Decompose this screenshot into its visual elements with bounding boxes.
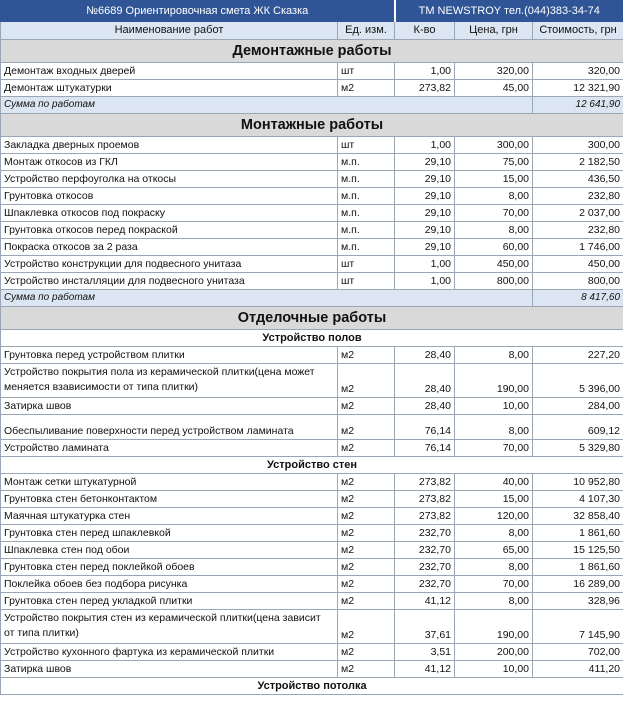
column-header-row	[1, 22, 623, 40]
work-cost: 328,96	[533, 593, 623, 610]
work-qty: 76,14	[395, 415, 455, 440]
work-qty: 232,70	[395, 576, 455, 593]
work-price: 65,00	[455, 542, 533, 559]
work-qty: 37,61	[395, 610, 455, 644]
work-qty: 273,82	[395, 491, 455, 508]
work-qty: 29,10	[395, 239, 455, 256]
table-row	[1, 364, 623, 398]
work-cost: 16 289,00	[533, 576, 623, 593]
section-header	[1, 114, 623, 137]
work-unit: м.п.	[338, 239, 395, 256]
table-row	[1, 154, 623, 171]
table-row	[1, 661, 623, 678]
work-name: Затирка швов	[1, 661, 338, 678]
table-row	[1, 273, 623, 290]
table-row	[1, 347, 623, 364]
work-unit: м2	[338, 491, 395, 508]
work-qty: 41,12	[395, 593, 455, 610]
work-qty: 28,40	[395, 364, 455, 398]
table-row	[1, 63, 623, 80]
table-row	[1, 80, 623, 97]
work-price: 190,00	[455, 364, 533, 398]
table-row	[1, 644, 623, 661]
work-name: Устройство покрытия стен из керамической плитки(цена зависит от типа плитки)	[1, 610, 338, 644]
work-name: Устройство покрытия пола из керамической плитки(цена может меняется взависимости от типа плитки)	[1, 364, 338, 398]
section-header	[1, 307, 623, 330]
col-header-price: Цена, грн	[455, 22, 533, 40]
work-cost: 609,12	[533, 415, 623, 440]
work-unit: шт	[338, 137, 395, 154]
work-unit: шт	[338, 256, 395, 273]
work-name: Грунтовка стен перед шпаклевкой	[1, 525, 338, 542]
subsection-title: Устройство стен	[1, 457, 623, 474]
work-name: Грунтовка стен бетонконтактом	[1, 491, 338, 508]
table-row	[1, 137, 623, 154]
table-row	[1, 610, 623, 644]
work-unit: м2	[338, 644, 395, 661]
work-price: 8,00	[455, 188, 533, 205]
work-cost: 232,80	[533, 222, 623, 239]
work-price: 10,00	[455, 398, 533, 415]
work-unit: м.п.	[338, 222, 395, 239]
work-qty: 28,40	[395, 347, 455, 364]
work-qty: 1,00	[395, 273, 455, 290]
work-unit: м2	[338, 525, 395, 542]
work-name: Обеспыливание поверхности перед устройством ламината	[1, 415, 338, 440]
work-qty: 232,70	[395, 559, 455, 576]
table-row	[1, 525, 623, 542]
subsection-header	[1, 457, 623, 474]
work-unit: м2	[338, 398, 395, 415]
work-name: Демонтаж штукатурки	[1, 80, 338, 97]
work-unit: м.п.	[338, 171, 395, 188]
work-qty: 29,10	[395, 222, 455, 239]
table-row	[1, 576, 623, 593]
work-cost: 800,00	[533, 273, 623, 290]
work-cost: 10 952,80	[533, 474, 623, 491]
work-name: Устройство конструкции для подвесного унитаза	[1, 256, 338, 273]
work-price: 120,00	[455, 508, 533, 525]
work-unit: м2	[338, 508, 395, 525]
subsection-title: Устройство полов	[1, 330, 623, 347]
work-unit: м2	[338, 347, 395, 364]
work-price: 800,00	[455, 273, 533, 290]
work-unit: м2	[338, 440, 395, 457]
section-header	[1, 40, 623, 63]
work-qty: 1,00	[395, 256, 455, 273]
section-title: Монтажные работы	[1, 114, 623, 137]
work-price: 70,00	[455, 205, 533, 222]
work-price: 75,00	[455, 154, 533, 171]
sum-value: 8 417,60	[533, 290, 623, 307]
work-price: 8,00	[455, 525, 533, 542]
work-name: Закладка дверных проемов	[1, 137, 338, 154]
work-price: 40,00	[455, 474, 533, 491]
work-cost: 2 037,00	[533, 205, 623, 222]
work-cost: 284,00	[533, 398, 623, 415]
work-price: 8,00	[455, 593, 533, 610]
work-qty: 232,70	[395, 542, 455, 559]
work-cost: 227,20	[533, 347, 623, 364]
work-name: Грунтовка откосов перед покраской	[1, 222, 338, 239]
work-cost: 1 861,60	[533, 525, 623, 542]
work-price: 60,00	[455, 239, 533, 256]
work-unit: шт	[338, 63, 395, 80]
table-row	[1, 398, 623, 415]
work-cost: 7 145,90	[533, 610, 623, 644]
work-name: Шпаклевка откосов под покраску	[1, 205, 338, 222]
work-qty: 1,00	[395, 63, 455, 80]
work-qty: 76,14	[395, 440, 455, 457]
work-cost: 702,00	[533, 644, 623, 661]
work-unit: м2	[338, 542, 395, 559]
work-price: 300,00	[455, 137, 533, 154]
work-unit: м2	[338, 474, 395, 491]
table-row	[1, 474, 623, 491]
section-sum-row	[1, 290, 623, 307]
section-sum-row	[1, 97, 623, 114]
work-name: Покраска откосов за 2 раза	[1, 239, 338, 256]
work-cost: 4 107,30	[533, 491, 623, 508]
work-qty: 3,51	[395, 644, 455, 661]
subsection-header	[1, 678, 623, 695]
work-unit: м2	[338, 593, 395, 610]
work-price: 15,00	[455, 171, 533, 188]
work-price: 15,00	[455, 491, 533, 508]
work-name: Грунтовка перед устройством плитки	[1, 347, 338, 364]
work-cost: 5 396,00	[533, 364, 623, 398]
work-name: Монтаж сетки штукатурной	[1, 474, 338, 491]
work-price: 70,00	[455, 440, 533, 457]
work-cost: 320,00	[533, 63, 623, 80]
col-header-unit: Ед. изм.	[338, 22, 395, 40]
work-name: Устройство кухонного фартука из керамической плитки	[1, 644, 338, 661]
work-unit: м.п.	[338, 205, 395, 222]
work-cost: 1 861,60	[533, 559, 623, 576]
work-qty: 28,40	[395, 398, 455, 415]
work-qty: 29,10	[395, 205, 455, 222]
table-row	[1, 593, 623, 610]
col-header-qty: К-во	[395, 22, 455, 40]
work-name: Грунтовка откосов	[1, 188, 338, 205]
work-price: 200,00	[455, 644, 533, 661]
work-cost: 2 182,50	[533, 154, 623, 171]
section-title: Отделочные работы	[1, 307, 623, 330]
work-cost: 411,20	[533, 661, 623, 678]
work-qty: 273,82	[395, 508, 455, 525]
work-name: Шпаклевка стен под обои	[1, 542, 338, 559]
work-qty: 232,70	[395, 525, 455, 542]
estimate-title: №6689 Ориентировочная смета ЖК Сказка	[1, 1, 395, 22]
work-unit: м2	[338, 364, 395, 398]
work-price: 8,00	[455, 222, 533, 239]
work-price: 8,00	[455, 347, 533, 364]
work-unit: м2	[338, 610, 395, 644]
work-name: Затирка швов	[1, 398, 338, 415]
work-unit: м2	[338, 415, 395, 440]
table-row	[1, 440, 623, 457]
section-title: Демонтажные работы	[1, 40, 623, 63]
table-row	[1, 188, 623, 205]
work-qty: 29,10	[395, 154, 455, 171]
work-unit: м2	[338, 80, 395, 97]
work-name: Маячная штукатурка стен	[1, 508, 338, 525]
work-price: 45,00	[455, 80, 533, 97]
work-name: Грунтовка стен перед поклейкой обоев	[1, 559, 338, 576]
work-qty: 1,00	[395, 137, 455, 154]
work-price: 450,00	[455, 256, 533, 273]
work-qty: 29,10	[395, 171, 455, 188]
sum-value: 12 641,90	[533, 97, 623, 114]
work-cost: 32 858,40	[533, 508, 623, 525]
work-name: Грунтовка стен перед укладкой плитки	[1, 593, 338, 610]
work-qty: 41,12	[395, 661, 455, 678]
table-row	[1, 491, 623, 508]
col-header-cost: Стоимость, грн	[533, 22, 623, 40]
work-price: 70,00	[455, 576, 533, 593]
work-name: Устройство перфоуголка на откосы	[1, 171, 338, 188]
sum-label: Сумма по работам	[1, 290, 533, 307]
work-name: Устройство ламината	[1, 440, 338, 457]
work-price: 8,00	[455, 415, 533, 440]
work-unit: м.п.	[338, 188, 395, 205]
table-row	[1, 222, 623, 239]
work-name: Демонтаж входных дверей	[1, 63, 338, 80]
work-price: 320,00	[455, 63, 533, 80]
work-price: 8,00	[455, 559, 533, 576]
work-cost: 5 329,80	[533, 440, 623, 457]
table-row	[1, 542, 623, 559]
table-row	[1, 239, 623, 256]
work-unit: м2	[338, 661, 395, 678]
work-name: Монтаж откосов из ГКЛ	[1, 154, 338, 171]
work-price: 190,00	[455, 610, 533, 644]
work-qty: 273,82	[395, 80, 455, 97]
work-price: 10,00	[455, 661, 533, 678]
work-qty: 273,82	[395, 474, 455, 491]
work-name: Устройство инсталляции для подвесного унитаза	[1, 273, 338, 290]
work-cost: 1 746,00	[533, 239, 623, 256]
table-row	[1, 415, 623, 440]
work-cost: 232,80	[533, 188, 623, 205]
subsection-title: Устройство потолка	[1, 678, 623, 695]
work-cost: 12 321,90	[533, 80, 623, 97]
table-row	[1, 205, 623, 222]
col-header-name: Наименование работ	[1, 22, 338, 40]
banner-row	[1, 1, 623, 22]
table-row	[1, 508, 623, 525]
work-cost: 15 125,50	[533, 542, 623, 559]
work-unit: м2	[338, 576, 395, 593]
work-unit: шт	[338, 273, 395, 290]
work-cost: 436,50	[533, 171, 623, 188]
table-row	[1, 559, 623, 576]
work-unit: м.п.	[338, 154, 395, 171]
work-name: Поклейка обоев без подбора рисунка	[1, 576, 338, 593]
company-contact: TM NEWSTROY тел.(044)383-34-74	[395, 1, 623, 22]
work-qty: 29,10	[395, 188, 455, 205]
work-unit: м2	[338, 559, 395, 576]
table-row	[1, 256, 623, 273]
work-cost: 450,00	[533, 256, 623, 273]
sum-label: Сумма по работам	[1, 97, 533, 114]
subsection-header	[1, 330, 623, 347]
work-cost: 300,00	[533, 137, 623, 154]
table-row	[1, 171, 623, 188]
